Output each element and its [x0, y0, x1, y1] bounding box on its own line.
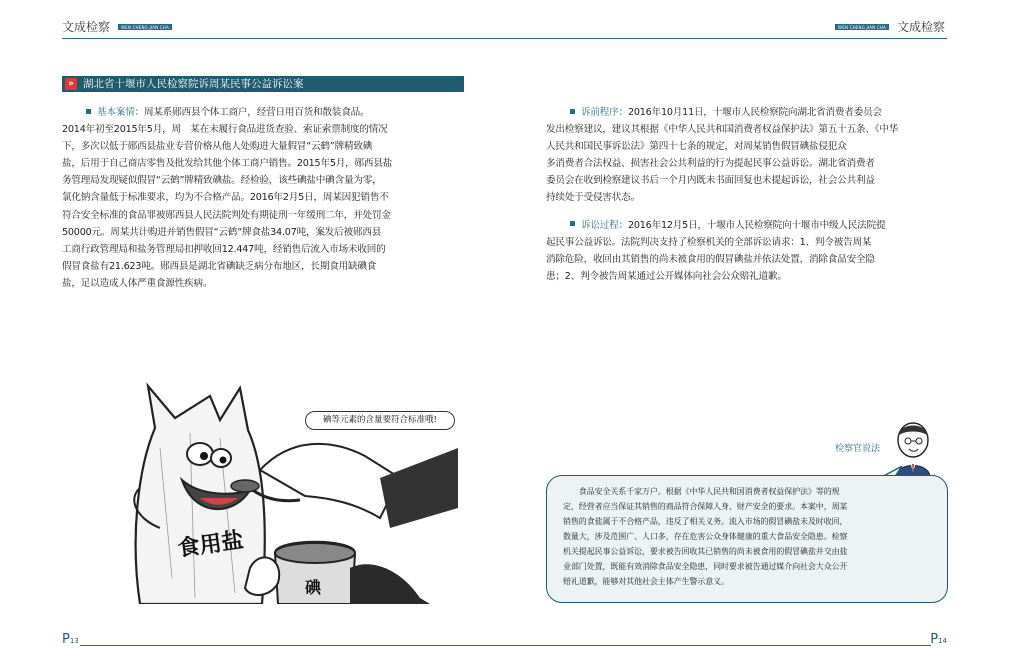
inspector-label: 检察官说法: [835, 444, 881, 454]
left-line-9: 盐，足以造成人体严重食源性疾病。: [62, 277, 213, 289]
pre-litigation-label: 诉前程序: [581, 107, 619, 118]
right-p2-line-2: 患；2、判令被告周某通过公开媒体向社会公众赔礼道歉。: [546, 270, 787, 282]
left-line-4: 氯化钠含量低于标准要求，均为不合格产品。2016年2月5日，周某因犯销售不: [62, 192, 389, 204]
pre-litigation-lead: [546, 104, 938, 121]
square-bullet-icon: [570, 109, 575, 114]
litigation-lead: [546, 217, 938, 234]
bag-label-text: 食用盐: [176, 527, 246, 562]
right-p1-line-1: 人民共和国民事诉讼法》第四十七条的规定，对周某销售假冒碘盐侵犯众: [546, 141, 847, 153]
footer-divider: [80, 645, 931, 646]
note-line-2: 销售的食盐属于不合格产品，违反了相关义务。流入市场的假冒碘盐未及时收回，: [563, 517, 848, 526]
basic-facts-lead-text: ：周某系郧西县个体工商户，经营日用百货和散装食品。: [134, 107, 370, 118]
header-right-title: 文成检察: [896, 20, 945, 34]
note-line-0: 食品安全关系千家万户。根据《中华人民共和国消费者权益保护法》等的规: [563, 487, 840, 496]
header-divider: [62, 38, 947, 39]
page-number-right: [930, 632, 947, 647]
left-line-5: 符合安全标准的食品罪被郧西县人民法院判处有期徒刑一年缓刑二年，并处罚金: [62, 209, 391, 221]
pre-litigation-lead-text: ：2016年10月11日，十堰市人民检察院向湖北省消费者委员会: [618, 107, 882, 118]
right-p1-line-2: 多消费者合法权益、损害社会公共利益的行为提起民事公益诉讼。湖北省消费者: [546, 158, 875, 170]
left-line-6: 50000元。周某共计购进并销售假冒“云鹤”牌食盐34.07吨，案发后被郧西县: [62, 226, 382, 238]
can-label-text: 碘: [305, 578, 322, 597]
section-title-bar: [62, 76, 464, 92]
header-left: [62, 18, 172, 35]
right-p2-line-0: 起民事公益诉讼。法院判决支持了检察机关的全部诉讼请求：1、判令被告周某: [546, 236, 872, 248]
left-line-0: 2014年初至2015年5月，周 某在未履行食品进货查验、索证索票制度的情况: [62, 124, 388, 136]
page-number-right-p: P: [930, 632, 939, 647]
left-line-2: 盐，后用于自己商店零售及批发给其他个体工商户销售。2015年5月，郧西县盐: [62, 158, 393, 170]
prosecutor-commentary-box: [546, 475, 948, 603]
square-bullet-icon: [86, 109, 91, 114]
right-p1-line-3: 委员会在收到检察建议书后一个月内既未书面回复也未提起诉讼，社会公共利益: [546, 175, 875, 187]
note-line-6: 赔礼道歉，能够对其他社会主体产生警示意义。: [563, 577, 729, 586]
double-chevron-icon: »: [65, 78, 77, 90]
header-right-badge: WEN CHENG JIAN CHA: [835, 24, 889, 30]
header-right: [835, 18, 945, 35]
section-title: 湖北省十堰市人民检察院诉周某民事公益诉讼案: [83, 78, 304, 90]
left-line-7: 工商行政管理局和盐务管理局扣押收回12.447吨，经销售后流入市场未收回的: [62, 243, 386, 255]
header-left-title: 文成检察: [62, 20, 111, 34]
paragraph-gap: [546, 207, 938, 217]
basic-facts-label: 基本案情: [97, 107, 135, 118]
litigation-label: 诉讼过程: [581, 219, 619, 231]
left-line-1: 下，多次以低于郧西县盐业专营价格从他人处购进大量假冒“云鹤”牌精致碘: [62, 141, 373, 153]
page-number-left-num: 13: [69, 637, 79, 645]
note-line-5: 业部门处置，既能有效消除食品安全隐患，同时要求被告通过媒介向社会大众公开: [563, 562, 848, 571]
note-line-1: 定，经营者应当保证其销售的商品符合保障人身、财产安全的要求。本案中，周某: [563, 502, 848, 511]
right-p1-line-4: 持续处于受侵害状态。: [546, 192, 640, 204]
left-line-8: 假冒食盐有21.623吨。郧西县是湖北省碘缺乏病分布地区，长期食用缺碘食: [62, 260, 377, 272]
page-number-right-num: 14: [938, 637, 947, 645]
note-line-3: 数量大，涉及范围广、人口多，存在危害公众身体健康的重大食品安全隐患。检察: [563, 532, 848, 541]
left-line-3: 务管理局发现疑似假冒“云鹤”牌精致碘盐。经检验，该些碘盐中碘含量为零，: [62, 175, 382, 187]
speech-bubble: 碘等元素的含量要符合标准哦!: [305, 411, 455, 430]
basic-facts-lead: [62, 104, 443, 121]
page-number-left-p: P: [62, 632, 70, 647]
right-p2-line-1: 消除危险，收回由其销售的尚未被食用的假冒碘盐并依法处置，消除食品安全隐: [546, 253, 875, 265]
page-number-left: [62, 632, 79, 647]
square-bullet-icon: [570, 221, 575, 226]
litigation-lead-text: ：2016年12月5日，十堰市人民检察院向十堰市中级人民法院提: [618, 219, 886, 231]
note-line-4: 机关提起民事公益诉讼，要求被告回收其已销售的尚未被食用的假冒碘盐并交由盐: [563, 547, 848, 556]
header-left-badge: WEN CHENG JIAN CHA: [118, 24, 172, 30]
right-p1-line-0: 发出检察建议，建议其根据《中华人民共和国消费者权益保护法》第五十五条、《中华: [546, 124, 899, 136]
left-column: [62, 104, 443, 292]
right-column: [546, 104, 938, 285]
